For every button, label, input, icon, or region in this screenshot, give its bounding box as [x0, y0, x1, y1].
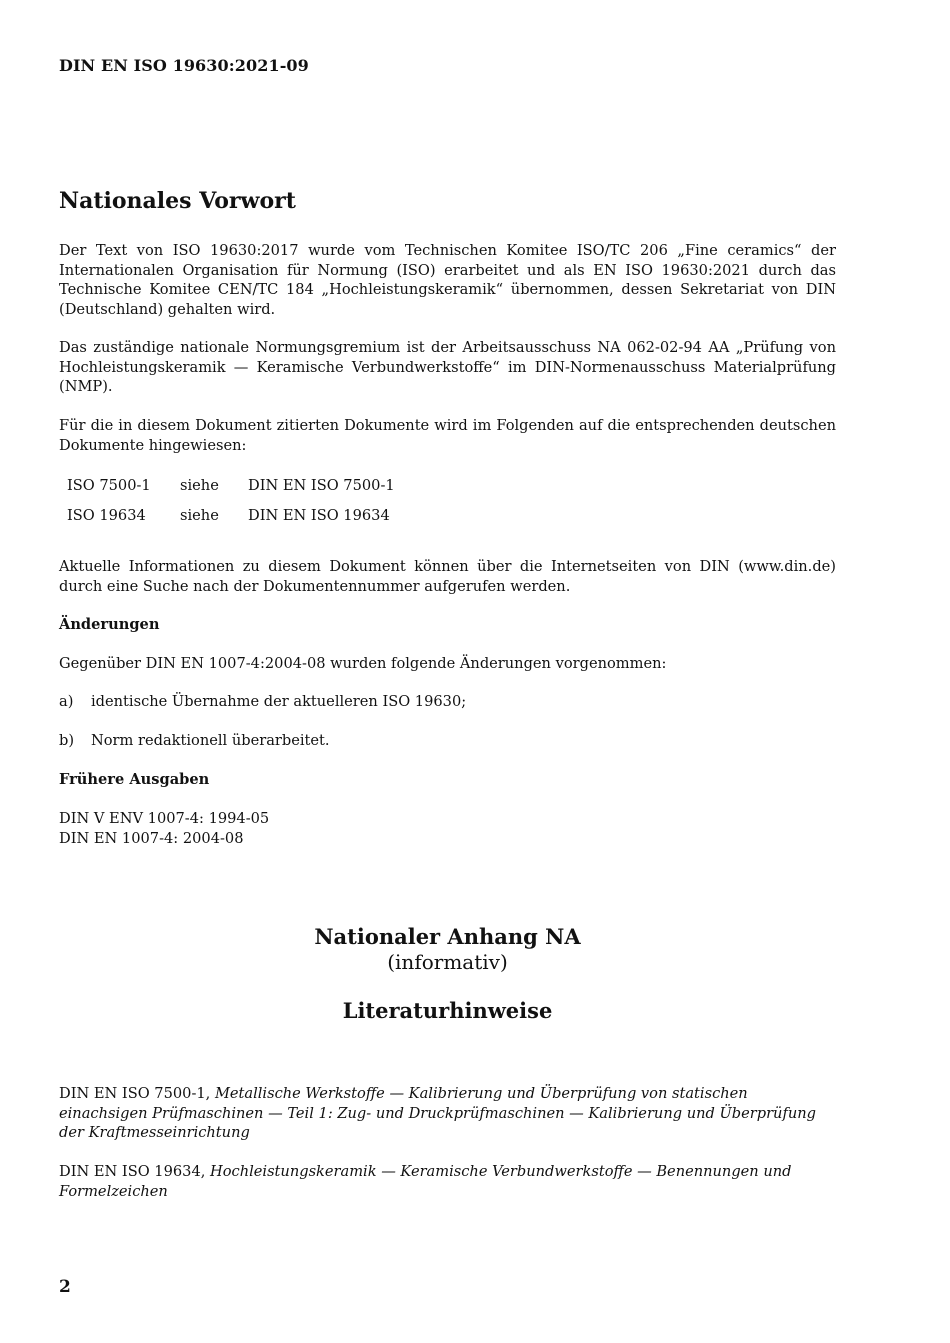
edition-item: DIN V ENV 1007-4: 1994-05: [59, 810, 270, 827]
document-id: DIN EN ISO 19630:2021-09: [59, 56, 309, 75]
edition-item: DIN EN 1007-4: 2004-08: [59, 830, 244, 847]
table-row: [67, 477, 395, 507]
bibliography-work-title: Metallische Werkstoffe — Kalibrierung und Überprüfung von statischen einachsigen Prüfmaschinen — Teil 1: Zug- und Druckprüfmaschinen — Kalibrierung und Überprüfung der Kraftmesseinrichtung: [59, 1085, 816, 1141]
foreword-paragraph: Der Text von ISO 19630:2017 wurde vom Technischen Komitee ISO/TC 206 „Fine ceramics“ der Internationalen Organisation für Normung (ISO) erarbeitet und als EN ISO 19630:2021 durch das Technische Komitee CEN/TC 184 „Hochleistungskeramik“ übernommen, dessen Sekretariat von DIN (Deutschland) gehalten wird.: [59, 242, 836, 318]
list-item: [59, 693, 466, 710]
bibliography-ref: DIN EN ISO 19634,: [59, 1163, 206, 1180]
iso-reference: ISO 19634: [67, 507, 146, 524]
table-row: [67, 507, 395, 537]
list-marker: b): [59, 732, 75, 749]
iso-reference: ISO 7500-1: [67, 477, 151, 494]
bibliography-entry: [59, 1084, 836, 1143]
foreword-title: Nationales Vorwort: [59, 188, 296, 214]
bibliography-title: Literaturhinweise: [342, 998, 553, 1023]
see-label: siehe: [180, 477, 219, 494]
annex-title: Nationaler Anhang NA: [314, 924, 581, 949]
see-label: siehe: [180, 507, 219, 524]
list-marker: a): [59, 693, 74, 710]
foreword-paragraph: Für die in diesem Dokument zitierten Dokumente wird im Folgenden auf die entsprechenden deutschen Dokumente hingewiesen:: [59, 417, 836, 454]
list-text: identische Übernahme der aktuelleren ISO 19630;: [91, 693, 467, 710]
foreword-paragraph: Das zuständige nationale Normungsgremium ist der Arbeitsausschuss NA 062-02-94 AA „Prüfung von Hochleistungskeramik — Keramische Verbundwerkstoffe“ im DIN-Normenausschuss Materialprüfung (NMP).: [59, 339, 836, 395]
changes-title: Änderungen: [59, 616, 160, 633]
document-page: [59, 0, 836, 1343]
list-text: Norm redaktionell überarbeitet.: [91, 732, 330, 749]
foreword-paragraph: Aktuelle Informationen zu diesem Dokument können über die Internetseiten von DIN (www.din.de) durch eine Suche nach der Dokumentennummer aufgerufen werden.: [59, 558, 836, 595]
din-reference: DIN EN ISO 19634: [248, 507, 390, 524]
bibliography-ref: DIN EN ISO 7500-1,: [59, 1085, 211, 1102]
reference-table: [67, 477, 395, 537]
bibliography-entry: [59, 1162, 836, 1201]
changes-intro: Gegenüber DIN EN 1007-4:2004-08 wurden folgende Änderungen vorgenommen:: [59, 655, 667, 672]
page-number: 2: [59, 1277, 71, 1297]
list-item: [59, 732, 330, 749]
bibliography-work-title: Hochleistungskeramik — Keramische Verbundwerkstoffe — Benennungen und Formelzeichen: [59, 1163, 792, 1200]
previous-editions-title: Frühere Ausgaben: [59, 771, 210, 788]
annex-subtitle: (informativ): [387, 950, 508, 974]
din-reference: DIN EN ISO 7500-1: [248, 477, 395, 494]
